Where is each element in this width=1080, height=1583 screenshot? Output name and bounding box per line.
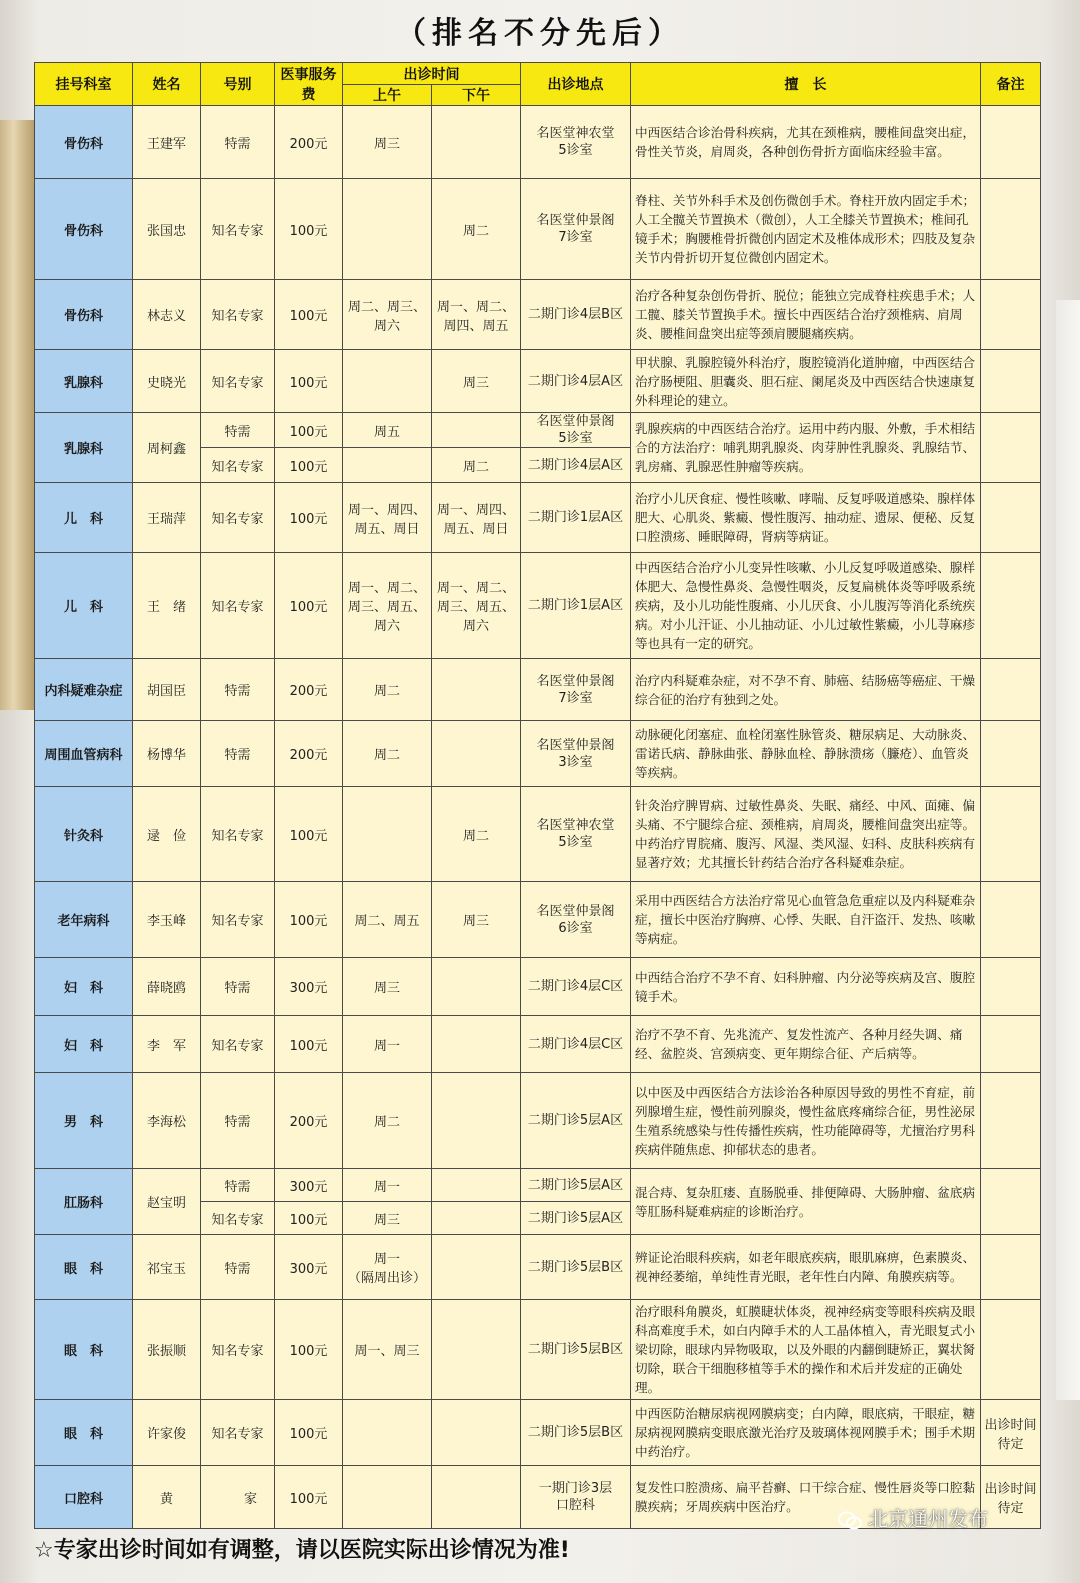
table-row [35, 1169, 1041, 1202]
header-level: 号别 [201, 63, 275, 106]
pm-cell [432, 1202, 521, 1235]
dept-cell: 骨伤科 [35, 179, 133, 280]
level-cell: 知名专家 [201, 1400, 275, 1466]
pm-cell [432, 1073, 521, 1169]
doctor-name-cell: 周柯鑫 [133, 413, 201, 483]
table-row [35, 958, 1041, 1016]
place-cell: 二期门诊5层B区 [521, 1400, 631, 1466]
fee-cell: 200元 [275, 721, 343, 787]
place-cell: 名医堂仲景阁 3诊室 [521, 721, 631, 787]
level-cell: 知名专家 [201, 448, 275, 483]
dept-cell: 妇 科 [35, 1016, 133, 1073]
place-cell: 名医堂神农堂 5诊室 [521, 106, 631, 179]
place-cell: 二期门诊4层B区 [521, 280, 631, 350]
specialty-cell: 治疗眼科角膜炎，虹膜睫状体炎，视神经病变等眼科疾病及眼科高难度手术，如白内障手术的人工晶体植入，青光眼复式小梁切除，眼球内异物吸取，以及外眼的内翻倒睫矫正，翼状胬切除，联合干细胞移植等手术的操作和术后并发症的正确处理。 [631, 1300, 981, 1400]
place-cell: 名医堂仲景阁 5诊室 [521, 413, 631, 448]
note-cell [981, 882, 1041, 958]
pm-cell [432, 1235, 521, 1300]
level-cell: 知名专家 [201, 483, 275, 553]
level-cell: 特需 [201, 721, 275, 787]
pm-cell [432, 1466, 521, 1529]
note-cell [981, 350, 1041, 413]
level-cell: 特需 [201, 1169, 275, 1202]
pm-cell [432, 721, 521, 787]
am-cell: 周二 [343, 721, 432, 787]
header-row [35, 63, 1041, 85]
note-cell: 出诊时间 待定 [981, 1466, 1041, 1529]
am-cell: 周一 [343, 1169, 432, 1202]
table-row [35, 280, 1041, 350]
dept-cell: 肛肠科 [35, 1169, 133, 1235]
table-row [35, 350, 1041, 413]
specialty-cell: 采用中西医结合方法治疗常见心血管急危重症以及内科疑难杂症，擅长中医治疗胸痹、心悸、失眠、自汗盗汗、发热、咳嗽等病症。 [631, 882, 981, 958]
pm-cell [432, 1016, 521, 1073]
dept-cell: 男 科 [35, 1073, 133, 1169]
fee-cell: 100元 [275, 553, 343, 659]
place-cell: 一期门诊3层 口腔科 [521, 1466, 631, 1529]
am-cell [343, 350, 432, 413]
am-cell [343, 787, 432, 882]
dept-cell: 骨伤科 [35, 280, 133, 350]
header-pm: 下午 [432, 85, 521, 106]
page-title: （排名不分先后） [396, 16, 684, 51]
am-cell [343, 448, 432, 483]
note-cell [981, 106, 1041, 179]
pm-cell: 周一、周四、 周五、周日 [432, 483, 521, 553]
fee-cell: 100元 [275, 413, 343, 448]
pm-cell [432, 106, 521, 179]
doctor-name-cell: 王建军 [133, 106, 201, 179]
fee-cell: 200元 [275, 106, 343, 179]
fee-cell: 100元 [275, 1466, 343, 1529]
dept-cell: 儿 科 [35, 483, 133, 553]
doctor-name-cell: 张振顺 [133, 1300, 201, 1400]
specialty-cell: 中西医防治糖尿病视网膜病变；白内障，眼底病，干眼症，糖尿病视网膜病变眼底激光治疗及玻璃体视网膜手术；围手术期中药治疗。 [631, 1400, 981, 1466]
level-cell: 特需 [201, 1073, 275, 1169]
specialty-cell: 治疗不孕不育、先兆流产、复发性流产、各种月经失调、痛经、盆腔炎、宫颈病变、更年期综合征、产后病等。 [631, 1016, 981, 1073]
specialty-cell: 复发性口腔溃疡、扁平苔癣、口干综合症、慢性唇炎等口腔黏膜疾病；牙周疾病中医治疗。 [631, 1466, 981, 1529]
level-cell: 知名专家 [201, 1016, 275, 1073]
specialty-cell: 乳腺疾病的中西医结合治疗。运用中药内服、外敷，手术相结合的方法治疗：哺乳期乳腺炎、肉芽肿性乳腺炎、乳腺结节、乳房痛、乳腺恶性肿瘤等疾病。 [631, 413, 981, 483]
specialty-cell: 动脉硬化闭塞症、血栓闭塞性脉管炎、糖尿病足、大动脉炎、雷诺氏病、静脉曲张、静脉血栓、静脉溃疡（臁疮）、血管炎等疾病。 [631, 721, 981, 787]
dept-cell: 周围血管病科 [35, 721, 133, 787]
table-row [35, 787, 1041, 882]
dept-cell: 眼 科 [35, 1300, 133, 1400]
table-row [35, 106, 1041, 179]
note-cell [981, 280, 1041, 350]
pm-cell: 周三 [432, 882, 521, 958]
specialty-cell: 以中医及中西医结合方法诊治各种原因导致的男性不育症，前列腺增生症，慢性前列腺炎，慢性盆底疼痛综合征，男性泌尿生殖系统感染与性传播性疾病，性功能障碍等，尤擅治疗男科疾病伴随焦虑、抑郁状态的患者。 [631, 1073, 981, 1169]
table-row [35, 553, 1041, 659]
am-cell: 周二、周五 [343, 882, 432, 958]
table-row [35, 721, 1041, 787]
am-cell: 周一、周二、 周三、周五、 周六 [343, 553, 432, 659]
level-cell: 知名专家 [201, 553, 275, 659]
pm-cell: 周一、周二、 周三、周五、 周六 [432, 553, 521, 659]
note-cell [981, 721, 1041, 787]
fee-cell: 300元 [275, 958, 343, 1016]
specialty-cell: 中西医结合诊治骨科疾病，尤其在颈椎病，腰椎间盘突出症，骨性关节炎，肩周炎，各种创伤骨折方面临床经验丰富。 [631, 106, 981, 179]
fee-cell: 100元 [275, 1400, 343, 1466]
door-decoration [1056, 300, 1080, 1400]
level-cell: 特需 [201, 106, 275, 179]
note-cell: 出诊时间 待定 [981, 1400, 1041, 1466]
specialty-cell: 中西医结合治疗小儿变异性咳嗽、小儿反复呼吸道感染、腺样体肥大、急慢性鼻炎、急慢性咽炎，反复扁桃体炎等呼吸系统疾病，及小儿功能性腹痛、小儿厌食、小儿腹泻等消化系统疾病。对小儿汗证、小儿抽动证、小儿过敏性紫癜，小儿荨麻疹等也具有一定的研究。 [631, 553, 981, 659]
specialty-cell: 中西结合治疗不孕不育、妇科肿瘤、内分泌等疾病及宫、腹腔镜手术。 [631, 958, 981, 1016]
specialty-cell: 针灸治疗脾胃病、过敏性鼻炎、失眠、痛经、中风、面瘫、偏头痛、不宁腿综合症、颈椎病，肩周炎，腰椎间盘突出症等。中药治疗胃脘痛、腹泻、风湿、类风湿、妇科、皮肤科疾病有显著疗效；尤其擅长针药结合治疗各科疑难杂症。 [631, 787, 981, 882]
pm-cell: 周二 [432, 179, 521, 280]
place-cell: 二期门诊5层A区 [521, 1202, 631, 1235]
pm-cell [432, 413, 521, 448]
place-cell: 二期门诊5层A区 [521, 1073, 631, 1169]
specialty-cell: 甲状腺、乳腺腔镜外科治疗，腹腔镜消化道肿瘤，中西医结合治疗肠梗阻、胆囊炎、胆石症、阑尾炎及中西医结合快速康复外科理论的建立。 [631, 350, 981, 413]
pm-cell [432, 1400, 521, 1466]
table-row [35, 882, 1041, 958]
place-cell: 二期门诊4层A区 [521, 448, 631, 483]
fee-cell: 100元 [275, 280, 343, 350]
am-cell: 周三 [343, 958, 432, 1016]
am-cell: 周三 [343, 1202, 432, 1235]
pm-cell [432, 659, 521, 721]
dept-cell: 内科疑难杂症 [35, 659, 133, 721]
dept-cell: 眼 科 [35, 1235, 133, 1300]
am-cell: 周二 [343, 659, 432, 721]
dept-cell: 眼 科 [35, 1400, 133, 1466]
dept-cell: 乳腺科 [35, 350, 133, 413]
note-cell [981, 1300, 1041, 1400]
level-cell: 知名专家 [201, 787, 275, 882]
dept-cell: 口腔科 [35, 1466, 133, 1529]
specialty-cell: 治疗小儿厌食症、慢性咳嗽、哮喘、反复呼吸道感染、腺样体肥大、心肌炎、紫癜、慢性腹泻、抽动症、遗尿、便秘、反复口腔溃疡、睡眠障碍，肾病等病证。 [631, 483, 981, 553]
fee-cell: 300元 [275, 1169, 343, 1202]
place-cell: 二期门诊4层C区 [521, 958, 631, 1016]
fee-cell: 100元 [275, 882, 343, 958]
doctor-name-cell: 张国忠 [133, 179, 201, 280]
header-name: 姓名 [133, 63, 201, 106]
place-cell: 名医堂神农堂 5诊室 [521, 787, 631, 882]
note-cell [981, 179, 1041, 280]
fee-cell: 100元 [275, 1202, 343, 1235]
table-row [35, 413, 1041, 448]
dept-cell: 儿 科 [35, 553, 133, 659]
specialty-cell: 治疗各种复杂创伤骨折、脱位；能独立完成脊柱疾患手术；人工髋、膝关节置换手术。擅长中西医结合治疗颈椎病、肩周炎、腰椎间盘突出症等颈肩腰腿痛疾病。 [631, 280, 981, 350]
doctor-name-cell: 薛晓鸥 [133, 958, 201, 1016]
specialty-cell: 混合痔、复杂肛瘘、直肠脱垂、排便障碍、大肠肿瘤、盆底病等肛肠科疑难病症的诊断治疗。 [631, 1169, 981, 1235]
level-cell: 知名专家 [201, 280, 275, 350]
table-row [35, 1235, 1041, 1300]
header-specialty: 擅 长 [631, 63, 981, 106]
dept-cell: 老年病科 [35, 882, 133, 958]
fee-cell: 100元 [275, 1300, 343, 1400]
doctor-name-cell: 黄 [133, 1466, 201, 1529]
level-cell: 知名专家 [201, 1300, 275, 1400]
doctor-name-cell: 赵宝明 [133, 1169, 201, 1235]
am-cell [343, 1400, 432, 1466]
fee-cell: 100元 [275, 448, 343, 483]
fee-cell: 100元 [275, 483, 343, 553]
am-cell: 周二、周三、 周六 [343, 280, 432, 350]
specialty-cell: 脊柱、关节外科手术及创伤微创手术。脊柱开放内固定手术；人工全髋关节置换术（微创），人工全膝关节置换术；椎间孔镜手术；胸腰椎骨折微创内固定术及椎体成形术；四肢及复杂关节内骨折切开复位微创内固定术。 [631, 179, 981, 280]
note-cell [981, 483, 1041, 553]
pm-cell: 周一、周二、 周四、周五 [432, 280, 521, 350]
watermark-text: 北京通州发布 [868, 1507, 988, 1531]
doctor-name-cell: 许家俊 [133, 1400, 201, 1466]
place-cell: 二期门诊1层A区 [521, 483, 631, 553]
specialty-cell: 辨证论治眼科疾病，如老年眼底疾病，眼肌麻痹，色素膜炎、视神经萎缩，单纯性青光眼，老年性白内障、角膜疾病等。 [631, 1235, 981, 1300]
note-cell [981, 1169, 1041, 1235]
place-cell: 二期门诊1层A区 [521, 553, 631, 659]
pm-cell [432, 958, 521, 1016]
dept-cell: 针灸科 [35, 787, 133, 882]
table-row [35, 1073, 1041, 1169]
doctor-name-cell: 王 绪 [133, 553, 201, 659]
header-fee: 医事服务费 [275, 63, 343, 106]
pm-cell: 周三 [432, 350, 521, 413]
header-am: 上午 [343, 85, 432, 106]
pm-cell: 周二 [432, 787, 521, 882]
level-cell: 特需 [201, 958, 275, 1016]
note-cell [981, 553, 1041, 659]
pm-cell [432, 1169, 521, 1202]
wechat-icon [838, 1511, 862, 1531]
doctor-name-cell: 李玉峰 [133, 882, 201, 958]
table-row [35, 1300, 1041, 1400]
place-cell: 二期门诊4层A区 [521, 350, 631, 413]
level-cell: 知名专家 [201, 179, 275, 280]
place-cell: 名医堂仲景阁 7诊室 [521, 659, 631, 721]
note-cell [981, 413, 1041, 483]
doctor-name-cell: 李海松 [133, 1073, 201, 1169]
level-cell: 知名专家 [201, 1202, 275, 1235]
level-cell: 特需 [201, 1235, 275, 1300]
table-row [35, 179, 1041, 280]
note-cell [981, 659, 1041, 721]
doctor-name-cell: 杨博华 [133, 721, 201, 787]
table-row [35, 1016, 1041, 1073]
place-cell: 二期门诊5层B区 [521, 1300, 631, 1400]
am-cell [343, 179, 432, 280]
place-cell: 名医堂仲景阁 7诊室 [521, 179, 631, 280]
fee-cell: 100元 [275, 787, 343, 882]
header-note: 备注 [981, 63, 1041, 106]
level-cell: 知名专家 [201, 882, 275, 958]
dept-cell: 乳腺科 [35, 413, 133, 483]
fee-cell: 100元 [275, 350, 343, 413]
pm-cell: 周二 [432, 448, 521, 483]
fee-cell: 100元 [275, 179, 343, 280]
place-cell: 名医堂仲景阁 6诊室 [521, 882, 631, 958]
fee-cell: 200元 [275, 1073, 343, 1169]
note-cell [981, 787, 1041, 882]
dept-cell: 妇 科 [35, 958, 133, 1016]
doctor-name-cell: 胡国臣 [133, 659, 201, 721]
level-cell: 特需 [201, 413, 275, 448]
note-cell [981, 958, 1041, 1016]
fee-cell: 300元 [275, 1235, 343, 1300]
am-cell: 周五 [343, 413, 432, 448]
place-cell: 二期门诊4层C区 [521, 1016, 631, 1073]
am-cell: 周二 [343, 1073, 432, 1169]
note-cell [981, 1073, 1041, 1169]
header-place: 出诊地点 [521, 63, 631, 106]
am-cell: 周一 （隔周出诊） [343, 1235, 432, 1300]
dept-cell: 骨伤科 [35, 106, 133, 179]
picture-frame-decoration [0, 120, 34, 710]
fee-cell: 100元 [275, 1016, 343, 1073]
am-cell: 周一 [343, 1016, 432, 1073]
table-row [35, 483, 1041, 553]
table-row [35, 1400, 1041, 1466]
doctor-name-cell: 王瑞萍 [133, 483, 201, 553]
doctor-name-cell: 史晓光 [133, 350, 201, 413]
schedule-table [34, 62, 1041, 1529]
doctor-name-cell: 逯 俭 [133, 787, 201, 882]
doctor-name-cell: 祁宝玉 [133, 1235, 201, 1300]
place-cell: 二期门诊5层B区 [521, 1235, 631, 1300]
note-cell [981, 1016, 1041, 1073]
specialty-cell: 治疗内科疑难杂症，对不孕不育、肺癌、结肠癌等癌症、干燥综合征的治疗有独到之处。 [631, 659, 981, 721]
level-cell: 知名专家 [201, 350, 275, 413]
doctor-name-cell: 林志义 [133, 280, 201, 350]
watermark [838, 1503, 988, 1532]
am-cell [343, 1466, 432, 1529]
level-cell: 特需 [201, 659, 275, 721]
doctor-name-cell: 李 军 [133, 1016, 201, 1073]
place-cell: 二期门诊5层A区 [521, 1169, 631, 1202]
am-cell: 周一、周三 [343, 1300, 432, 1400]
note-cell [981, 1235, 1041, 1300]
pm-cell [432, 1300, 521, 1400]
footer-note: ☆专家出诊时间如有调整，请以医院实际出诊情况为准! [34, 1538, 570, 1563]
am-cell: 周三 [343, 106, 432, 179]
table-row [35, 659, 1041, 721]
header-dept: 挂号科室 [35, 63, 133, 106]
am-cell: 周一、周四、 周五、周日 [343, 483, 432, 553]
level-cell: 家 [201, 1466, 275, 1529]
fee-cell: 200元 [275, 659, 343, 721]
header-time: 出诊时间 [343, 63, 521, 85]
